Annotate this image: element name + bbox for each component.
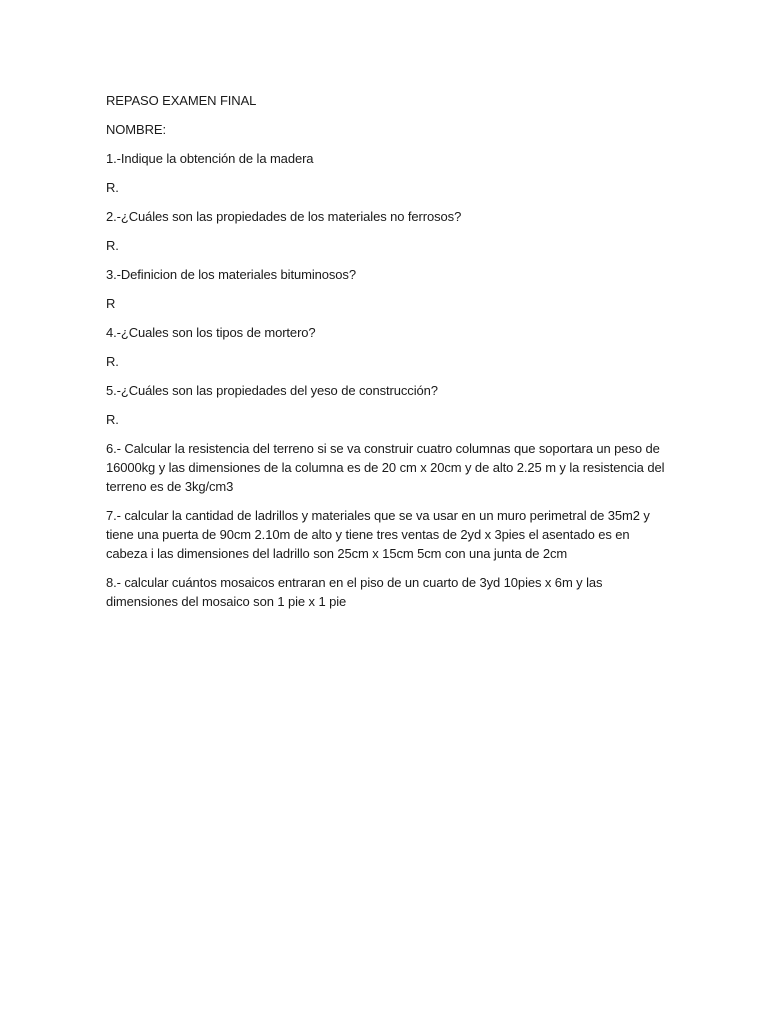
answer-3: R <box>106 296 116 311</box>
document-title: REPASO EXAMEN FINAL <box>106 93 257 108</box>
answer-4: R. <box>106 354 119 369</box>
problem-8: 8.- calcular cuántos mosaicos entraran en el piso de un cuarto de 3yd 10pies x 6m y las dimensiones del mosaico son 1 pie x 1 pie <box>106 575 606 609</box>
question-3: 3.-Definicion de los materiales bituminosos? <box>106 267 356 282</box>
document-body <box>106 91 666 621</box>
answer-1: R. <box>106 180 119 195</box>
problem-7: 7.- calcular la cantidad de ladrillos y materiales que se va usar en un muro perimetral de 35m2 y tiene una puerta de 90cm 2.10m de alto y tiene tres ventas de 2yd x 3pies el asentado es en cabeza i las dimensiones del ladrillo son 25cm x 15cm 5cm con una junta de 2cm <box>106 508 654 561</box>
question-4: 4.-¿Cuales son los tipos de mortero? <box>106 325 316 340</box>
question-1: 1.-Indique la obtención de la madera <box>106 151 314 166</box>
answer-2: R. <box>106 238 119 253</box>
answer-5: R. <box>106 412 119 427</box>
problem-6: 6.- Calcular la resistencia del terreno si se va construir cuatro columnas que soportara un peso de 16000kg y las dimensiones de la columna es de 20 cm x 20cm y de alto 2.25 m y la resistencia del terreno es de 3kg/cm3 <box>106 441 668 494</box>
name-label: NOMBRE: <box>106 122 166 137</box>
question-5: 5.-¿Cuáles son las propiedades del yeso de construcción? <box>106 383 438 398</box>
question-2: 2.-¿Cuáles son las propiedades de los materiales no ferrosos? <box>106 209 462 224</box>
